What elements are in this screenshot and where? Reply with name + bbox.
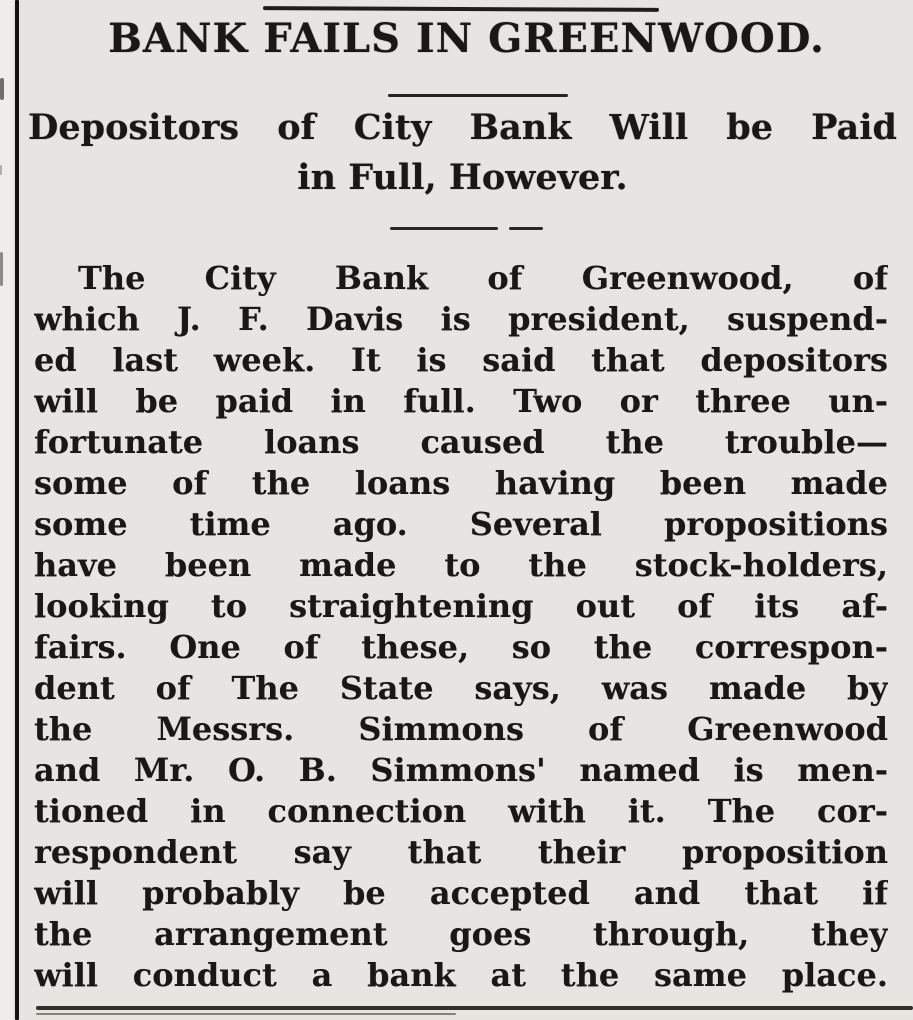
headline-divider [388, 94, 568, 97]
body-line: The City Bank of Greenwood, of [78, 259, 888, 297]
body-line: some of the loans having been made [34, 464, 888, 502]
subheadline-divider [390, 227, 543, 230]
bottom-rule [36, 1006, 913, 1010]
body-line: will conduct a bank at the same place. [34, 956, 888, 994]
bottom-rule-secondary [36, 1013, 456, 1015]
body-line: have been made to the stock-holders, [34, 546, 888, 584]
subheadline-line-2: in Full, However. [297, 157, 628, 198]
divider-segment [390, 227, 498, 230]
body-line: fairs. One of these, so the correspon- [34, 628, 888, 666]
divider-segment [509, 227, 543, 230]
body-line: dent of The State says, was made by [34, 669, 888, 707]
top-rule [263, 6, 659, 12]
body-line: will probably be accepted and that if [34, 874, 888, 912]
scan-speck [0, 78, 4, 100]
body-line: the arrangement goes through, they [34, 915, 888, 953]
body-line: which J. F. Davis is president, suspend- [34, 300, 888, 338]
body-line: tioned in connection with it. The cor- [34, 792, 888, 830]
subheadline [28, 103, 897, 203]
column-rule [15, 0, 19, 1020]
body-line: looking to straightening out of its af- [34, 587, 888, 625]
article-body [34, 258, 888, 996]
body-line: fortunate loans caused the trouble— [34, 423, 888, 461]
subheadline-line-1: Depositors of City Bank Will be Paid [28, 107, 897, 148]
body-line: the Messrs. Simmons of Greenwood [34, 710, 888, 748]
scan-left-edge [0, 0, 13, 1020]
body-line: respondent say that their proposition [34, 833, 888, 871]
body-line: ed last week. It is said that depositors [34, 341, 888, 379]
scan-speck [0, 252, 3, 286]
body-line: some time ago. Several propositions [34, 505, 888, 543]
scan-speck [0, 165, 2, 175]
headline: BANK FAILS IN GREENWOOD. [108, 15, 825, 62]
body-line: and Mr. O. B. Simmons' named is men- [34, 751, 888, 789]
body-line: will be paid in full. Two or three un- [34, 382, 888, 420]
